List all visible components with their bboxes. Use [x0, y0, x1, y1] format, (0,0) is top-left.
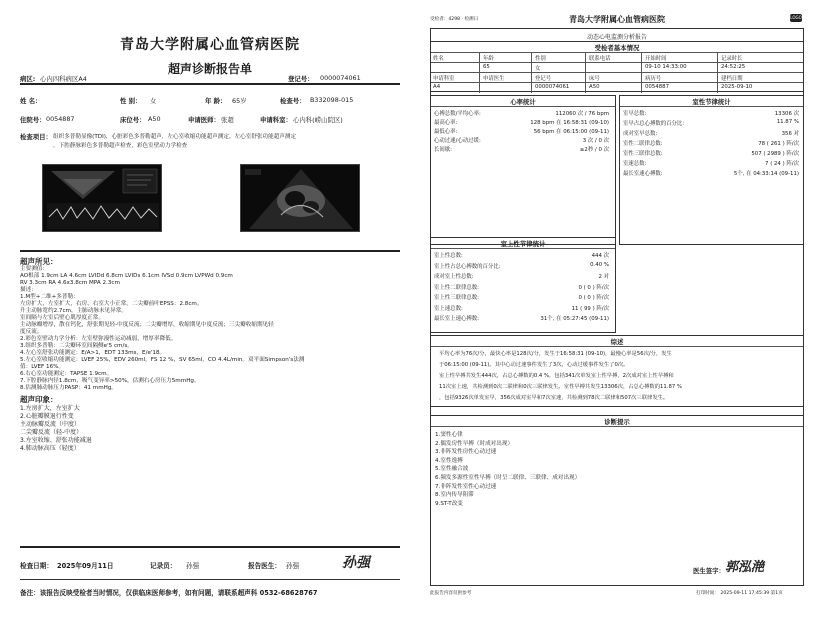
stat-label: 室速总数: — [623, 161, 647, 167]
findings-line: 5.左心室收缩功能测定：LVEF 25%，EDV 260ml，FS 12 %，SV 65ml，CO 4.4L/min。双平面Simpson's法测 — [20, 357, 305, 363]
physician-signature: 孙强 — [342, 555, 370, 571]
items-line1: 组织多普勒显像(TDI)，心脏彩色多普勒超声，左心室收缩功能超声测定，左心室舒张功能超声测定 — [53, 134, 297, 140]
bed-label: 床位号： — [120, 116, 146, 124]
physician-label: 报告医生： — [248, 562, 281, 570]
ward-label: 病区: — [20, 75, 36, 83]
basic-info-value: 0000074061 — [535, 84, 570, 90]
stat-value: 444 次 — [591, 253, 609, 259]
findings-line: 6.右心室功能测定：TAPSE 1.9cm。 — [20, 371, 113, 377]
stat-label: 成对室早总数: — [623, 131, 658, 137]
dept-label: 申请科室： — [260, 116, 292, 124]
basic-info-header: 病历号 — [645, 76, 662, 82]
basic-info-header: 记录时长 — [721, 56, 743, 62]
divider — [20, 546, 400, 548]
admission-value: 0054887 — [46, 115, 75, 123]
findings-title: 超声所见： — [20, 257, 58, 266]
summary-line: 11次室上速，共检测到0次二联律和0次三联律发生。室性早搏共发生13306次，占总心搏数的11.87 % — [439, 384, 682, 390]
basic-info-header: 姓名 — [433, 56, 444, 62]
basic-info-title: 受检者基本情况 — [594, 44, 640, 52]
stat-value: 5个, 在 04:33:14 (09-11) — [733, 171, 799, 177]
date-value: 2025年09月11日 — [57, 562, 114, 570]
recorder-label: 记录员： — [150, 562, 177, 570]
footer-right: 打印时间： 2025-09-11 17:45:39 第1页 — [696, 591, 783, 596]
stat-label: 心搏总数/平均心率: — [434, 111, 481, 117]
stat-label: 最高心率: — [434, 120, 458, 126]
holter-report-page — [428, 14, 806, 604]
diagnosis-item: 7.非阵发性室性心动过速 — [435, 483, 497, 490]
stat-label: 室上性总数: — [434, 253, 463, 259]
stat-value: 78 ( 261 ) 阵/次 — [758, 141, 799, 147]
report-note: 备注：该报告反映受检者当时情况，仅供临床医师参考，如有问题，请联系超声科 0532-68628767 — [20, 589, 318, 597]
findings-line: RV 3.3cm RA 4.6x3.8cm MPA 2.3cm — [20, 280, 120, 286]
stat-value: 128 bpm 在 16:58:31 (09-10) — [530, 120, 609, 126]
footer-left: 此报告内容仅供参考 — [430, 591, 472, 596]
items-label: 检查项目： — [20, 133, 52, 141]
impression-title: 超声印象： — [20, 395, 58, 404]
stat-value: 31个, 在 05:27:45 (09-11) — [540, 316, 609, 322]
stat-label: 室早占总心搏数的百分比: — [623, 121, 685, 127]
basic-info-value: 65 — [483, 64, 490, 70]
stat-value: 11 ( 99 ) 阵/次 — [571, 305, 609, 312]
findings-line: 主要测值： — [20, 266, 48, 272]
physician-value: 孙强 — [286, 562, 300, 570]
impression-line: 1.左房扩大，左室扩大 — [20, 405, 80, 412]
impression-line: 3.左室收缩、舒张功能减退 — [20, 437, 92, 444]
stat-label: 成对室上性总数: — [434, 274, 474, 280]
ward-value: 心内四科病区A4 — [40, 75, 87, 83]
findings-line: 室间隔与左室后壁心肌厚度正常。 — [20, 315, 104, 321]
findings-line: 值：LVEF 16%。 — [20, 364, 65, 370]
vent-stats-box — [619, 95, 803, 245]
check-no-value: B332098-015 — [310, 96, 354, 104]
basic-info-value: 女 — [535, 66, 541, 72]
stat-value: 7 ( 24 ) 阵/次 — [765, 161, 799, 167]
items-line2: ，下腔静脉彩色多普勒超声检查，彩色室壁动力学检查 — [53, 143, 188, 149]
stat-label: 最长室速心搏数: — [623, 171, 663, 177]
stat-value: 507 ( 2989 ) 阵/次 — [751, 151, 799, 157]
stat-value: 0 ( 0 ) 阵/次 — [578, 295, 609, 301]
doctor-label: 申请医师： — [188, 116, 220, 124]
stat-label: 心动过速/心动过缓: — [434, 138, 481, 144]
check-no-label: 检查号： — [280, 97, 306, 105]
summary-line: 平均心率为76次/分，最快心率是128次/分，发生于16:58:31 (09-10)，最慢心率是56次/分，发生 — [439, 351, 672, 357]
sex-label: 性 别： — [120, 97, 142, 105]
diagnosis-item: 4.室性逸搏 — [435, 457, 463, 464]
basic-info-value: 2025-09-10 — [721, 84, 753, 90]
stat-value: 112060 次 / 76 bpm — [555, 111, 609, 117]
supra-stats-title: 室上性节律统计 — [500, 240, 546, 248]
divider — [20, 83, 400, 85]
impression-line: 主动脉瓣反流（中度） — [20, 421, 81, 428]
findings-line: 主动脉瓣增厚，散在钙化，舒张期见轻-中度反流；二尖瓣增厚，收缩期见中度反流；三尖瓣收缩期见轻 — [20, 322, 274, 328]
impression-line: 二尖瓣反流（轻-中度） — [20, 429, 83, 436]
dept-value: 心内科(崂山院区) — [293, 116, 343, 124]
basic-info-header: 申请科室 — [433, 76, 455, 82]
basic-info-header: 申请医生 — [483, 76, 505, 82]
findings-line: 2.彩色室壁动力学分析：左室壁弥漫性运动减弱，增厚率降低。 — [20, 336, 177, 342]
summary-line: ，包括9326次单发室早，356次成对室早和7次室速，共检测到78次二联律和507次三联律发生。 — [439, 395, 669, 401]
hospital-name: 青岛大学附属心血管病医院 — [569, 15, 665, 24]
stat-value: 11.87 % — [776, 119, 799, 125]
basic-info-header: 联系电话 — [589, 56, 611, 62]
basic-info-header: 床号 — [589, 76, 600, 82]
hospital-logo-icon: LOGO — [790, 15, 802, 20]
findings-line: 3.组织多普勒：二尖瓣环室间隔侧e'5 cm/s。 — [20, 343, 133, 349]
findings-line: 1.M型+二维+多普勒： — [20, 294, 79, 300]
top-left-text: 受检者：4298 · 检测日 — [430, 17, 479, 22]
diagnosis-item: 5.室性融合波 — [435, 466, 469, 473]
stat-value: 0 ( 0 ) 阵/次 — [578, 284, 609, 291]
doctor-signature: 郭泓滟 — [725, 560, 765, 575]
stat-label: 室性二联律总数: — [623, 141, 663, 147]
basic-info-box — [431, 41, 803, 92]
findings-line: AO根部 1.9cm LA 4.6cm LVIDd 6.8cm LVIDs 6.1cm IVSd 0.9cm LVPWd 0.9cm — [20, 273, 233, 279]
admission-label: 住院号： — [20, 116, 46, 124]
age-value: 65岁 — [232, 97, 247, 105]
basic-info-header: 性别 — [535, 56, 546, 62]
stat-label: 室上性三联律总数: — [434, 295, 479, 301]
stat-value: 0.40 % — [590, 261, 609, 268]
findings-line: 7.下腔静脉内径1.8cm，吸气变异率>50%，估测右心房压力5mmHg。 — [20, 378, 200, 384]
diagnosis-box — [431, 415, 803, 587]
impression-line: 2.心脏瓣膜退行性变 — [20, 413, 74, 420]
findings-line: 8.估测肺动脉压力PASP：41 mmHg。 — [20, 385, 117, 391]
name-label: 姓 名： — [20, 97, 42, 105]
stat-value: ≥2秒 / 0 次 — [579, 147, 609, 153]
basic-info-value: 0054887 — [645, 84, 670, 90]
recorder-value: 孙强 — [186, 562, 200, 570]
supra-stats-box — [431, 237, 616, 333]
stat-label: 长间歇: — [434, 147, 452, 153]
findings-line: 升主动脉宽约2.7cm，主肺动脉未见异常。 — [20, 308, 127, 314]
stat-value: 3 次 / 0 次 — [582, 138, 609, 144]
basic-info-header: 年龄 — [483, 56, 494, 62]
hospital-name: 青岛大学附属心血管病医院 — [120, 37, 300, 53]
diagnosis-title: 诊断提示 — [604, 418, 630, 426]
basic-info-value: 24:52:25 — [721, 64, 746, 70]
findings-line: 描述： — [20, 287, 37, 293]
diagnosis-item: 2.偶发房性早搏（时成对出现） — [435, 440, 514, 447]
basic-info-header: 建档日期 — [721, 76, 743, 82]
basic-info-header: 登记号 — [535, 76, 552, 82]
bed-value: A50 — [148, 115, 161, 123]
report-frame — [430, 28, 804, 586]
ultrasound-report-page — [20, 14, 400, 604]
diagnosis-item: 6.频发多源性室性早搏（时呈二联律、三联律、成对出现） — [435, 475, 581, 481]
summary-line: 于06:15:00 (09-11)。其中心动过速事件发生了3次，心动过缓事件发生了0次。 — [439, 362, 629, 368]
stat-label: 最长室上速心搏数: — [434, 316, 479, 322]
echo-doppler-image — [42, 164, 162, 232]
basic-info-value: 09-10 14:33:00 — [645, 64, 687, 70]
date-label: 检查日期： — [20, 562, 53, 570]
diagnosis-item: 9.ST-T改变 — [435, 500, 463, 507]
divider — [20, 579, 400, 580]
age-label: 年 龄： — [205, 97, 227, 105]
echo-2d-image — [240, 164, 360, 232]
stat-value: 356 对 — [781, 131, 799, 137]
sex-value: 女 — [150, 97, 157, 105]
hr-stats-title: 心率统计 — [510, 98, 536, 106]
stat-label: 最低心率: — [434, 129, 458, 135]
hr-stats-box — [431, 95, 616, 245]
basic-info-value: A4 — [433, 84, 441, 90]
doctor-sign-label: 医生签字： — [693, 567, 725, 575]
stat-value: 13306 次 — [774, 111, 799, 117]
vent-stats-title: 室性节律统计 — [692, 98, 731, 106]
divider — [20, 250, 400, 252]
stat-label: 室上性二联律总数: — [434, 284, 479, 291]
reg-label: 登记号： — [288, 75, 314, 83]
diagnosis-item: 1.窦性心律 — [435, 432, 463, 438]
stat-label: 室性三联律总数: — [623, 151, 663, 157]
report-title: 超声诊断报告单 — [167, 62, 252, 76]
basic-info-header: 开始时间 — [645, 56, 667, 62]
diagnosis-item: 8.室内传导阻滞 — [435, 492, 474, 499]
findings-line: 4.左心室舒张功能测定：E/A>1，EDT 133ms，E/e'18。 — [20, 350, 166, 356]
stat-label: 室早总数: — [623, 111, 647, 117]
doctor-value: 张超 — [221, 116, 234, 124]
summary-box — [431, 335, 803, 407]
reg-value: 0000074061 — [320, 74, 361, 82]
summary-title: 综述 — [610, 338, 624, 346]
impression-line: 4.肺动脉高压（轻度） — [20, 445, 80, 452]
findings-line: 度反流。 — [20, 329, 43, 335]
stat-label: 室上速总数: — [434, 305, 463, 312]
stat-value: 56 bpm 在 06:15:00 (09-11) — [533, 129, 609, 135]
stat-value: 2 对 — [598, 274, 609, 280]
summary-line: 室上性早搏共发生444次，占总心搏数的0.4 %，包括341次单发室上性早搏，2次成对室上性早搏和 — [439, 373, 674, 379]
stat-label: 室上性占总心搏数的百分比: — [434, 263, 501, 270]
report-subtitle: 动态心电监测分析报告 — [586, 34, 647, 41]
basic-info-value: A50 — [589, 84, 600, 90]
diagnosis-item: 3.非阵发性房性心动过速 — [435, 449, 497, 456]
findings-line: 左房扩大，左室扩大，右房、右室大小正常。二尖瓣前叶EPSS：2.8cm。 — [20, 301, 203, 307]
